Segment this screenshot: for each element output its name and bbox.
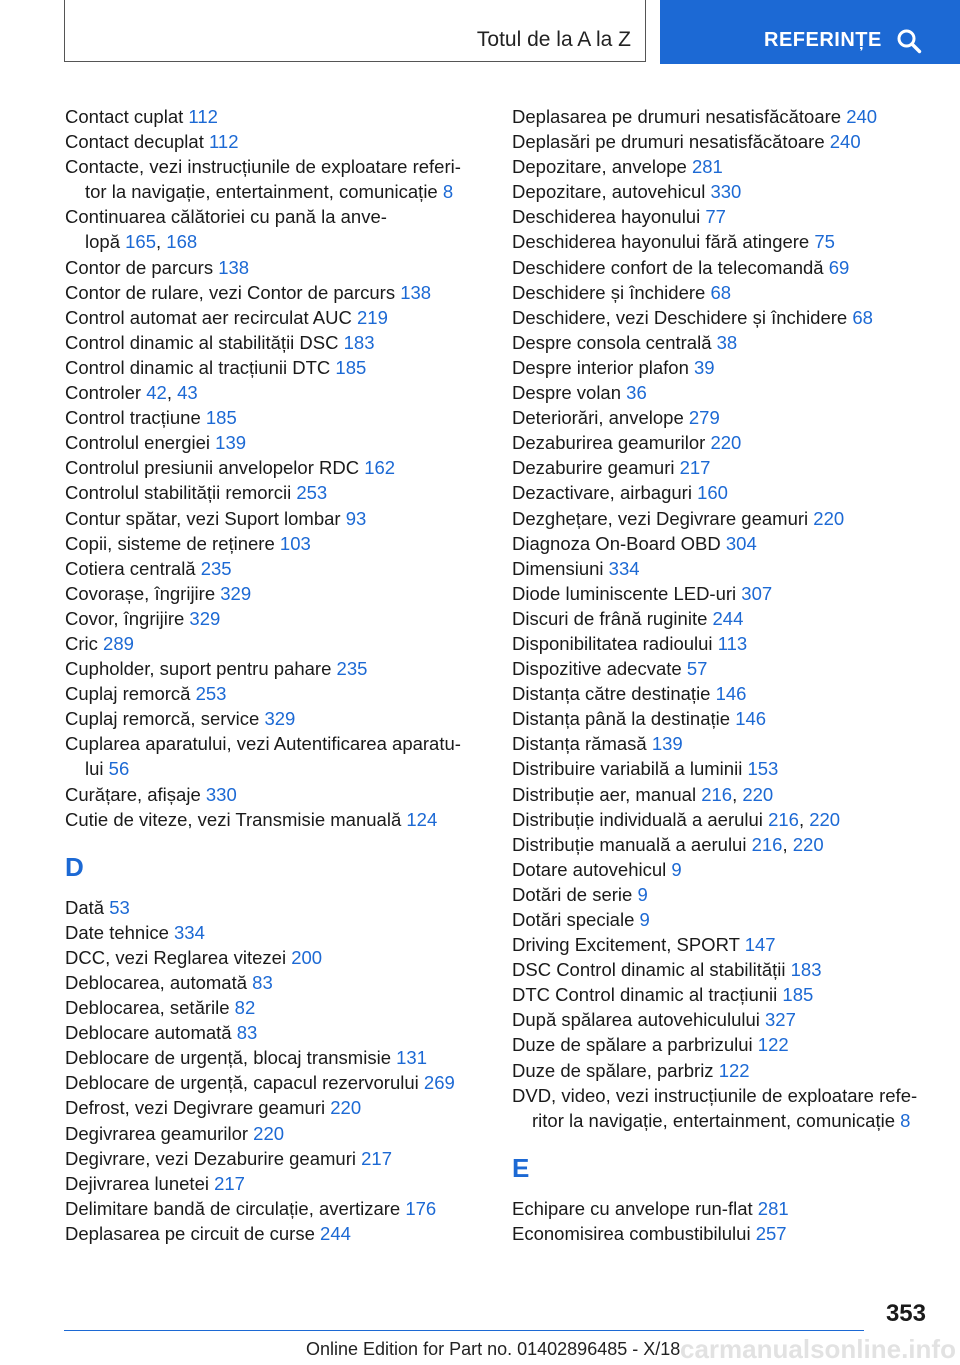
index-entry — [512, 506, 932, 531]
section-title: Totul de la A la Z — [476, 28, 631, 51]
entry-term: Dezaburire geamuri — [512, 457, 675, 479]
entry-term: DTC Control dinamic al tracțiunii — [512, 984, 778, 1006]
entry-term: Curățare, afișaje — [65, 783, 201, 805]
entry-term: Deschiderea hayonului — [512, 206, 701, 228]
index-entry — [65, 1121, 485, 1146]
index-entry — [512, 857, 932, 882]
entry-term: lui — [85, 758, 104, 780]
index-entry — [65, 1196, 485, 1221]
index-entry — [65, 405, 485, 430]
entry-term: Discuri de frână ruginite — [512, 607, 708, 629]
index-entry — [65, 1020, 485, 1045]
index-entry: Distribuție aer, manual 216, 220 — [512, 783, 774, 805]
index-entry — [512, 631, 932, 656]
entry-term: Driving Excitement, SPORT — [512, 934, 740, 956]
index-entry — [512, 1032, 932, 1057]
index-entry — [512, 907, 932, 932]
page-ref-link[interactable]: 138 — [218, 256, 250, 278]
entry-term: Despre interior plafon — [512, 356, 689, 378]
page-ref-link[interactable]: 334 — [174, 921, 205, 943]
index-entry — [512, 255, 932, 280]
page-ref-link[interactable]: 220 — [813, 507, 845, 529]
entry-term: Control tracțiune — [65, 407, 201, 429]
page-ref-link[interactable]: 220 — [330, 1097, 362, 1119]
page-ref-link[interactable]: 42 — [146, 382, 167, 404]
entry-term: Delimitare bandă de circulație, avertizare — [65, 1197, 401, 1219]
page-ref-link[interactable]: 220 — [742, 783, 774, 805]
page-ref-link[interactable]: 330 — [710, 181, 742, 203]
index-entry — [512, 204, 932, 229]
entry-term: Dejivrarea lunetei — [65, 1172, 209, 1194]
entry-term: Deschidere, vezi Deschidere și închidere — [512, 306, 848, 328]
index-entry — [512, 455, 932, 480]
page-ref-link[interactable]: 334 — [608, 557, 640, 579]
entry-term: Controlul stabilității remorcii — [65, 482, 292, 504]
page-ref-link[interactable]: 185 — [782, 984, 814, 1006]
entry-term: Defrost, vezi Degivrare geamuri — [65, 1097, 326, 1119]
page-ref-link[interactable]: 200 — [291, 946, 323, 968]
entry-term: DVD, video, vezi instrucțiunile de exploatare refe- — [512, 1084, 918, 1106]
index-entry — [65, 255, 485, 280]
page-ref-link[interactable]: 257 — [755, 1222, 787, 1244]
page-ref-link[interactable]: 329 — [264, 708, 296, 730]
entry-term: ritor la navigație, entertainment, comunicație — [532, 1109, 895, 1131]
entry-term: Cutie de viteze, vezi Transmisie manuală — [65, 808, 402, 830]
index-entry — [512, 656, 932, 681]
index-list-e — [512, 1196, 932, 1246]
page-ref-link[interactable]: 162 — [364, 457, 396, 479]
entry-term: Dotări speciale — [512, 909, 635, 930]
page-ref-link[interactable]: 269 — [423, 1072, 455, 1094]
page-ref-link[interactable]: 327 — [765, 1009, 796, 1031]
index-entry-continuation — [65, 756, 485, 781]
index-entry — [65, 154, 485, 179]
entry-term: Dată — [65, 896, 105, 918]
index-entry — [512, 731, 932, 756]
entry-term: Deschiderea hayonului fără atingere — [512, 231, 810, 253]
page-ref-link[interactable]: 168 — [166, 231, 198, 253]
entry-term: tor la navigație, entertainment, comunicație — [85, 181, 438, 203]
index-entry — [512, 982, 932, 1007]
page-ref-link[interactable]: 289 — [103, 632, 134, 654]
index-entry — [65, 945, 485, 970]
entry-term: Distribuție manuală a aerului — [512, 833, 747, 855]
page-ref-link[interactable]: 304 — [725, 532, 757, 554]
index-entry — [512, 756, 932, 781]
entry-term: Control automat aer recirculat AUC — [65, 306, 352, 328]
index-entry — [65, 104, 485, 129]
page-ref-link[interactable]: 235 — [336, 658, 368, 680]
index-entry — [65, 330, 485, 355]
entry-term: Duze de spălare, parbriz — [512, 1059, 714, 1081]
index-entry — [512, 1196, 932, 1221]
entry-term: Depozitare, autovehicul — [512, 181, 706, 203]
edition-text: Online Edition for Part no. 01402896485 - X/18 — [306, 1339, 681, 1359]
page-ref-link[interactable]: 77 — [705, 206, 726, 228]
entry-term: Deplasarea pe drumuri nesatisfăcătoare — [512, 106, 842, 127]
index-list-d — [65, 895, 485, 1246]
page-ref-link[interactable]: 75 — [814, 231, 835, 253]
entry-term: Deplasarea pe circuit de curse — [65, 1222, 315, 1244]
page-ref-link[interactable]: 53 — [109, 896, 130, 918]
page-ref-link[interactable]: 93 — [345, 507, 367, 529]
index-entry — [65, 1171, 485, 1196]
index-entry — [512, 1221, 932, 1246]
page-ref-link[interactable]: 147 — [744, 934, 776, 956]
index-entry — [512, 330, 932, 355]
index-entry — [512, 305, 932, 330]
entry-term: Cuplarea aparatului, vezi Autentificarea aparatu- — [65, 733, 461, 755]
entry-term: Cuplaj remorcă, service — [65, 708, 260, 730]
letter-heading-e: E — [512, 1152, 530, 1183]
entry-term: Deschidere confort de la telecomandă — [512, 256, 824, 278]
page-ref-link[interactable]: 83 — [252, 972, 273, 993]
page-ref-link[interactable]: 281 — [691, 156, 723, 178]
page-ref-link[interactable]: 8 — [442, 181, 454, 203]
page-ref-link[interactable]: 138 — [400, 281, 432, 303]
page-ref-link[interactable]: 122 — [757, 1034, 789, 1056]
entry-term: Contur spătar, vezi Suport lombar — [65, 507, 341, 529]
index-list-c — [65, 104, 485, 832]
index-entry — [512, 179, 932, 204]
index-entry — [65, 681, 485, 706]
page-ref-link[interactable]: 244 — [320, 1222, 351, 1244]
page-ref-link[interactable]: 43 — [177, 382, 198, 404]
index-entry — [512, 581, 932, 606]
entry-term: Controler — [65, 382, 142, 404]
page-ref-link[interactable]: 253 — [296, 482, 328, 504]
page-ref-link[interactable]: 9 — [639, 909, 650, 930]
index-entry — [65, 506, 485, 531]
search-icon[interactable] — [896, 28, 922, 54]
entry-term: Contor de rulare, vezi Contor de parcurs — [65, 281, 396, 303]
entry-term: Controlul presiunii anvelopelor RDC — [65, 457, 360, 479]
page-ref-link[interactable]: 235 — [200, 557, 232, 579]
entry-term: Distribuție aer, manual — [512, 783, 697, 805]
index-entry — [512, 1083, 932, 1108]
index-entry — [512, 531, 932, 556]
page-ref-link[interactable]: 146 — [715, 683, 747, 705]
index-entry — [65, 581, 485, 606]
entry-term: Cotiera centrală — [65, 557, 196, 579]
page-ref-link[interactable]: 185 — [335, 356, 367, 378]
entry-term: Deteriorări, anvelope — [512, 407, 684, 429]
index-entry — [65, 430, 485, 455]
index-entry — [65, 480, 485, 505]
entry-term: lopă — [85, 231, 120, 253]
entry-term: Distanța rămasă — [512, 733, 647, 755]
index-entry — [512, 355, 932, 380]
page-ref-link[interactable]: 220 — [792, 833, 824, 855]
index-entry — [512, 405, 932, 430]
index-entry — [65, 631, 485, 656]
entry-term: Controlul energiei — [65, 432, 211, 454]
page-ref-link[interactable]: 139 — [215, 432, 247, 454]
page-ref-link[interactable]: 240 — [846, 106, 878, 127]
entry-term: Dimensiuni — [512, 557, 604, 579]
entry-term: După spălarea autovehiculului — [512, 1009, 760, 1031]
page-ref-link[interactable]: 83 — [236, 1022, 258, 1044]
index-entry — [512, 480, 932, 505]
page-ref-link[interactable]: 139 — [651, 733, 683, 755]
index-entry — [65, 1045, 485, 1070]
page-ref-link[interactable]: 9 — [637, 883, 648, 905]
entry-term: Control dinamic al tracțiunii DTC — [65, 356, 331, 378]
page-ref-link[interactable]: 216 — [768, 808, 799, 830]
page-ref-link[interactable]: 183 — [790, 959, 822, 981]
entry-term: Deblocarea, automată — [65, 972, 248, 993]
entry-term: Deblocarea, setările — [65, 997, 230, 1019]
entry-term: Dotări de serie — [512, 883, 633, 905]
entry-term: DCC, vezi Reglarea vitezei — [65, 946, 287, 968]
index-entry — [512, 1058, 932, 1083]
index-entry — [512, 380, 932, 405]
page-number: 353 — [885, 1300, 926, 1327]
section-tab[interactable] — [64, 0, 646, 62]
index-entry: Controler 42, 43 — [65, 382, 198, 404]
index-entry — [512, 154, 932, 179]
entry-term: Dezactivare, airbaguri — [512, 482, 692, 504]
watermark: carmanualsonline.info — [680, 1334, 956, 1364]
index-entry — [512, 606, 932, 631]
entry-term: Diode luminiscente LED-uri — [512, 582, 737, 604]
index-entry — [65, 807, 485, 832]
entry-term: Deblocare de urgență, blocaj transmisie — [65, 1047, 391, 1069]
index-entry — [512, 129, 932, 154]
entry-term: Cric — [65, 632, 98, 654]
entry-term: Dispozitive adecvate — [512, 658, 682, 680]
index-entry — [65, 1146, 485, 1171]
entry-term: Deschidere și închidere — [512, 281, 706, 303]
index-column-right — [512, 104, 932, 1246]
entry-term: Despre volan — [512, 382, 622, 404]
index-entry-continuation: lopă 165, 168 — [85, 231, 198, 253]
page-ref-link[interactable]: 220 — [710, 432, 742, 454]
entry-term: Covor, îngrijire — [65, 607, 185, 629]
index-entry — [65, 455, 485, 480]
entry-term: Covorașe, îngrijire — [65, 582, 216, 604]
index-entry — [65, 129, 485, 154]
entry-term: Echipare cu anvelope run-flat — [512, 1197, 753, 1219]
entry-term: Degivrare, vezi Dezaburire geamuri — [65, 1147, 356, 1169]
page-ref-link[interactable]: 112 — [188, 106, 218, 127]
page-ref-link[interactable]: 330 — [205, 783, 237, 805]
page-ref-link[interactable]: 253 — [195, 683, 227, 705]
reference-label: REFERINȚE — [764, 29, 882, 51]
page-ref-link[interactable]: 217 — [679, 457, 711, 479]
reference-tab[interactable] — [660, 0, 960, 64]
index-entry — [65, 1221, 485, 1246]
page-ref-link[interactable]: 8 — [900, 1109, 911, 1131]
index-entry — [512, 430, 932, 455]
index-entry — [65, 1095, 485, 1120]
index-entry — [65, 731, 485, 756]
entry-term: Disponibilitatea radioului — [512, 632, 713, 654]
entry-term: Deplasări pe drumuri nesatisfăcătoare — [512, 131, 825, 153]
index-entry — [65, 305, 485, 330]
entry-term: Economisirea combustibilului — [512, 1222, 751, 1244]
entry-term: Control dinamic al stabilității DSC — [65, 331, 339, 353]
page-ref-link[interactable]: 9 — [671, 858, 682, 880]
entry-term: Cuplaj remorcă — [65, 683, 191, 705]
page-ref-link[interactable]: 217 — [214, 1172, 245, 1194]
page-ref-link[interactable]: 68 — [852, 306, 873, 328]
page-ref-link[interactable]: 220 — [253, 1122, 285, 1144]
entry-term: DSC Control dinamic al stabilității — [512, 959, 786, 981]
top-bar — [64, 0, 960, 64]
index-entry — [512, 229, 932, 254]
index-entry — [65, 531, 485, 556]
letter-heading-d: D — [65, 851, 84, 882]
page-ref-link[interactable]: 153 — [747, 758, 779, 780]
index-entry — [512, 957, 932, 982]
entry-term: Distanța către destinație — [512, 683, 711, 705]
entry-term: Diagnoza On-Board OBD — [512, 532, 721, 554]
page-ref-link[interactable]: 220 — [809, 808, 841, 830]
page-ref-link[interactable]: 160 — [697, 482, 728, 504]
page-ref-link[interactable]: 56 — [108, 758, 130, 780]
index-entry — [512, 1007, 932, 1032]
page-ref-link[interactable]: 216 — [701, 783, 733, 805]
entry-term: Despre consola centrală — [512, 331, 712, 353]
page-ref-link[interactable]: 38 — [716, 331, 738, 353]
entry-term: Dezaburirea geamurilor — [512, 432, 706, 454]
entry-term: Duze de spălare a parbrizului — [512, 1034, 753, 1056]
index-entry — [512, 556, 932, 581]
page-ref-link[interactable]: 146 — [735, 708, 767, 730]
index-entry — [65, 280, 485, 305]
index-entry — [512, 104, 932, 129]
page-ref-link[interactable]: 39 — [694, 356, 715, 378]
page-ref-link[interactable]: 82 — [234, 997, 256, 1019]
index-entry — [512, 280, 932, 305]
index-entry — [65, 970, 485, 995]
index-entry — [512, 932, 932, 957]
page-ref-link[interactable]: 36 — [626, 382, 647, 404]
index-entry-continuation — [512, 1108, 932, 1133]
index-entry — [65, 782, 485, 807]
footer-divider — [64, 1330, 864, 1331]
entry-term: Deblocare automată — [65, 1022, 232, 1044]
index-entry — [65, 995, 485, 1020]
entry-term: Contact cuplat — [65, 106, 184, 127]
entry-term: Distribuire variabilă a luminii — [512, 758, 743, 780]
index-entry — [512, 882, 932, 907]
entry-term: Dotare autovehicul — [512, 858, 667, 880]
entry-term: Dezghețare, vezi Degivrare geamuri — [512, 507, 809, 529]
entry-term: Date tehnice — [65, 921, 169, 943]
index-entry-continuation — [65, 179, 485, 204]
page-ref-link[interactable]: 57 — [686, 658, 708, 680]
page-ref-link[interactable]: 216 — [751, 833, 783, 855]
index-list-d-cont — [512, 104, 932, 1133]
entry-term: Copii, sisteme de reținere — [65, 532, 275, 554]
entry-term: Deblocare de urgență, capacul rezervorului — [65, 1072, 419, 1094]
page-ref-link[interactable]: 244 — [712, 607, 744, 629]
index-entry: Distribuție individuală a aerului 216, 220 — [512, 808, 841, 830]
index-entry — [512, 706, 932, 731]
page-ref-link[interactable]: 183 — [343, 331, 375, 353]
page-ref-link[interactable]: 185 — [205, 407, 237, 429]
index-entry: Distribuție manuală a aerului 216, 220 — [512, 833, 824, 855]
index-entry — [65, 204, 485, 229]
page-ref-link[interactable]: 124 — [406, 808, 438, 830]
page-ref-link[interactable]: 69 — [828, 256, 850, 278]
page-ref-link[interactable]: 113 — [717, 632, 748, 654]
page-ref-link[interactable]: 217 — [361, 1147, 392, 1169]
page-ref-link[interactable]: 131 — [396, 1047, 427, 1069]
index-entry — [512, 681, 932, 706]
entry-term: Contor de parcurs — [65, 256, 214, 278]
entry-term: Contacte, vezi instrucțiunile de exploatare referi- — [65, 156, 461, 178]
page-ref-link[interactable]: 219 — [357, 306, 388, 328]
index-entry — [65, 355, 485, 380]
entry-term: Depozitare, anvelope — [512, 156, 687, 178]
page-ref-link[interactable]: 329 — [220, 582, 252, 604]
index-entry — [65, 656, 485, 681]
index-entry — [65, 1070, 485, 1095]
page-ref-link[interactable]: 176 — [405, 1197, 437, 1219]
index-column-left — [65, 104, 485, 1246]
index-entry — [65, 606, 485, 631]
page-ref-link[interactable]: 112 — [208, 131, 239, 153]
page-ref-link[interactable]: 307 — [741, 582, 773, 604]
index-entry — [65, 895, 485, 920]
page-ref-link[interactable]: 165 — [125, 231, 156, 253]
index-entry — [65, 706, 485, 731]
page-ref-link[interactable]: 122 — [718, 1059, 750, 1081]
entry-term: Degivrarea geamurilor — [65, 1122, 249, 1144]
page-ref-link[interactable]: 68 — [710, 281, 732, 303]
page-ref-link[interactable]: 279 — [688, 407, 720, 429]
page-ref-link[interactable]: 329 — [189, 607, 221, 629]
entry-term: Distribuție individuală a aerului — [512, 808, 763, 830]
page-ref-link[interactable]: 240 — [829, 131, 861, 153]
index-entry — [65, 920, 485, 945]
page-ref-link[interactable]: 103 — [279, 532, 311, 554]
entry-term: Distanța până la destinație — [512, 708, 731, 730]
entry-term: Continuarea călătoriei cu pană la anve- — [65, 206, 387, 228]
page-ref-link[interactable]: 281 — [757, 1197, 789, 1219]
entry-term: Contact decuplat — [65, 131, 204, 153]
entry-term: Cupholder, suport pentru pahare — [65, 658, 332, 680]
index-entry — [65, 556, 485, 581]
